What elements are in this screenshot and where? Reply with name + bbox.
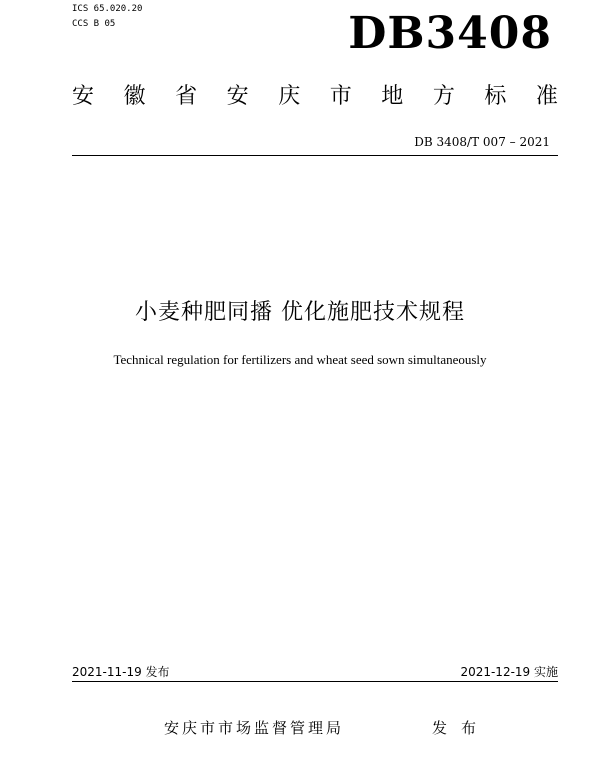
- title-english: Technical regulation for fertilizers and wheat seed sown simultaneously: [113, 352, 487, 367]
- standard-class-char: 地: [381, 84, 404, 109]
- footer-divider: [72, 681, 558, 682]
- standard-class-char: 方: [432, 84, 455, 109]
- standard-classification: [72, 82, 558, 112]
- standard-number: DB 3408/T 007 – 2021: [414, 135, 550, 149]
- title-chinese: 小麦种肥同播 优化施肥技术规程: [135, 300, 465, 325]
- standard-class-char: 庆: [278, 84, 301, 109]
- standard-class-char: 省: [175, 84, 198, 109]
- standard-class-char: 安: [72, 84, 95, 109]
- issue-date: 2021-11-19 发布: [72, 665, 170, 679]
- classification-codes: [72, 2, 142, 32]
- implementation-date: 2021-12-19 实施: [460, 665, 558, 679]
- ics-code: ICS 65.020.20: [72, 4, 143, 14]
- issue-word: 发布: [432, 719, 491, 737]
- standard-class-char: 徽: [123, 84, 146, 109]
- standard-class-char: 准: [535, 84, 558, 109]
- issuing-authority: 安庆市市场监督管理局: [164, 719, 345, 737]
- db-code-mark: DB3408: [348, 8, 552, 59]
- header-divider: [72, 155, 558, 156]
- standard-class-char: 标: [484, 84, 507, 109]
- ccs-code: CCS B 05: [72, 19, 116, 29]
- standard-class-char: 安: [226, 84, 249, 109]
- standard-class-char: 市: [329, 84, 352, 109]
